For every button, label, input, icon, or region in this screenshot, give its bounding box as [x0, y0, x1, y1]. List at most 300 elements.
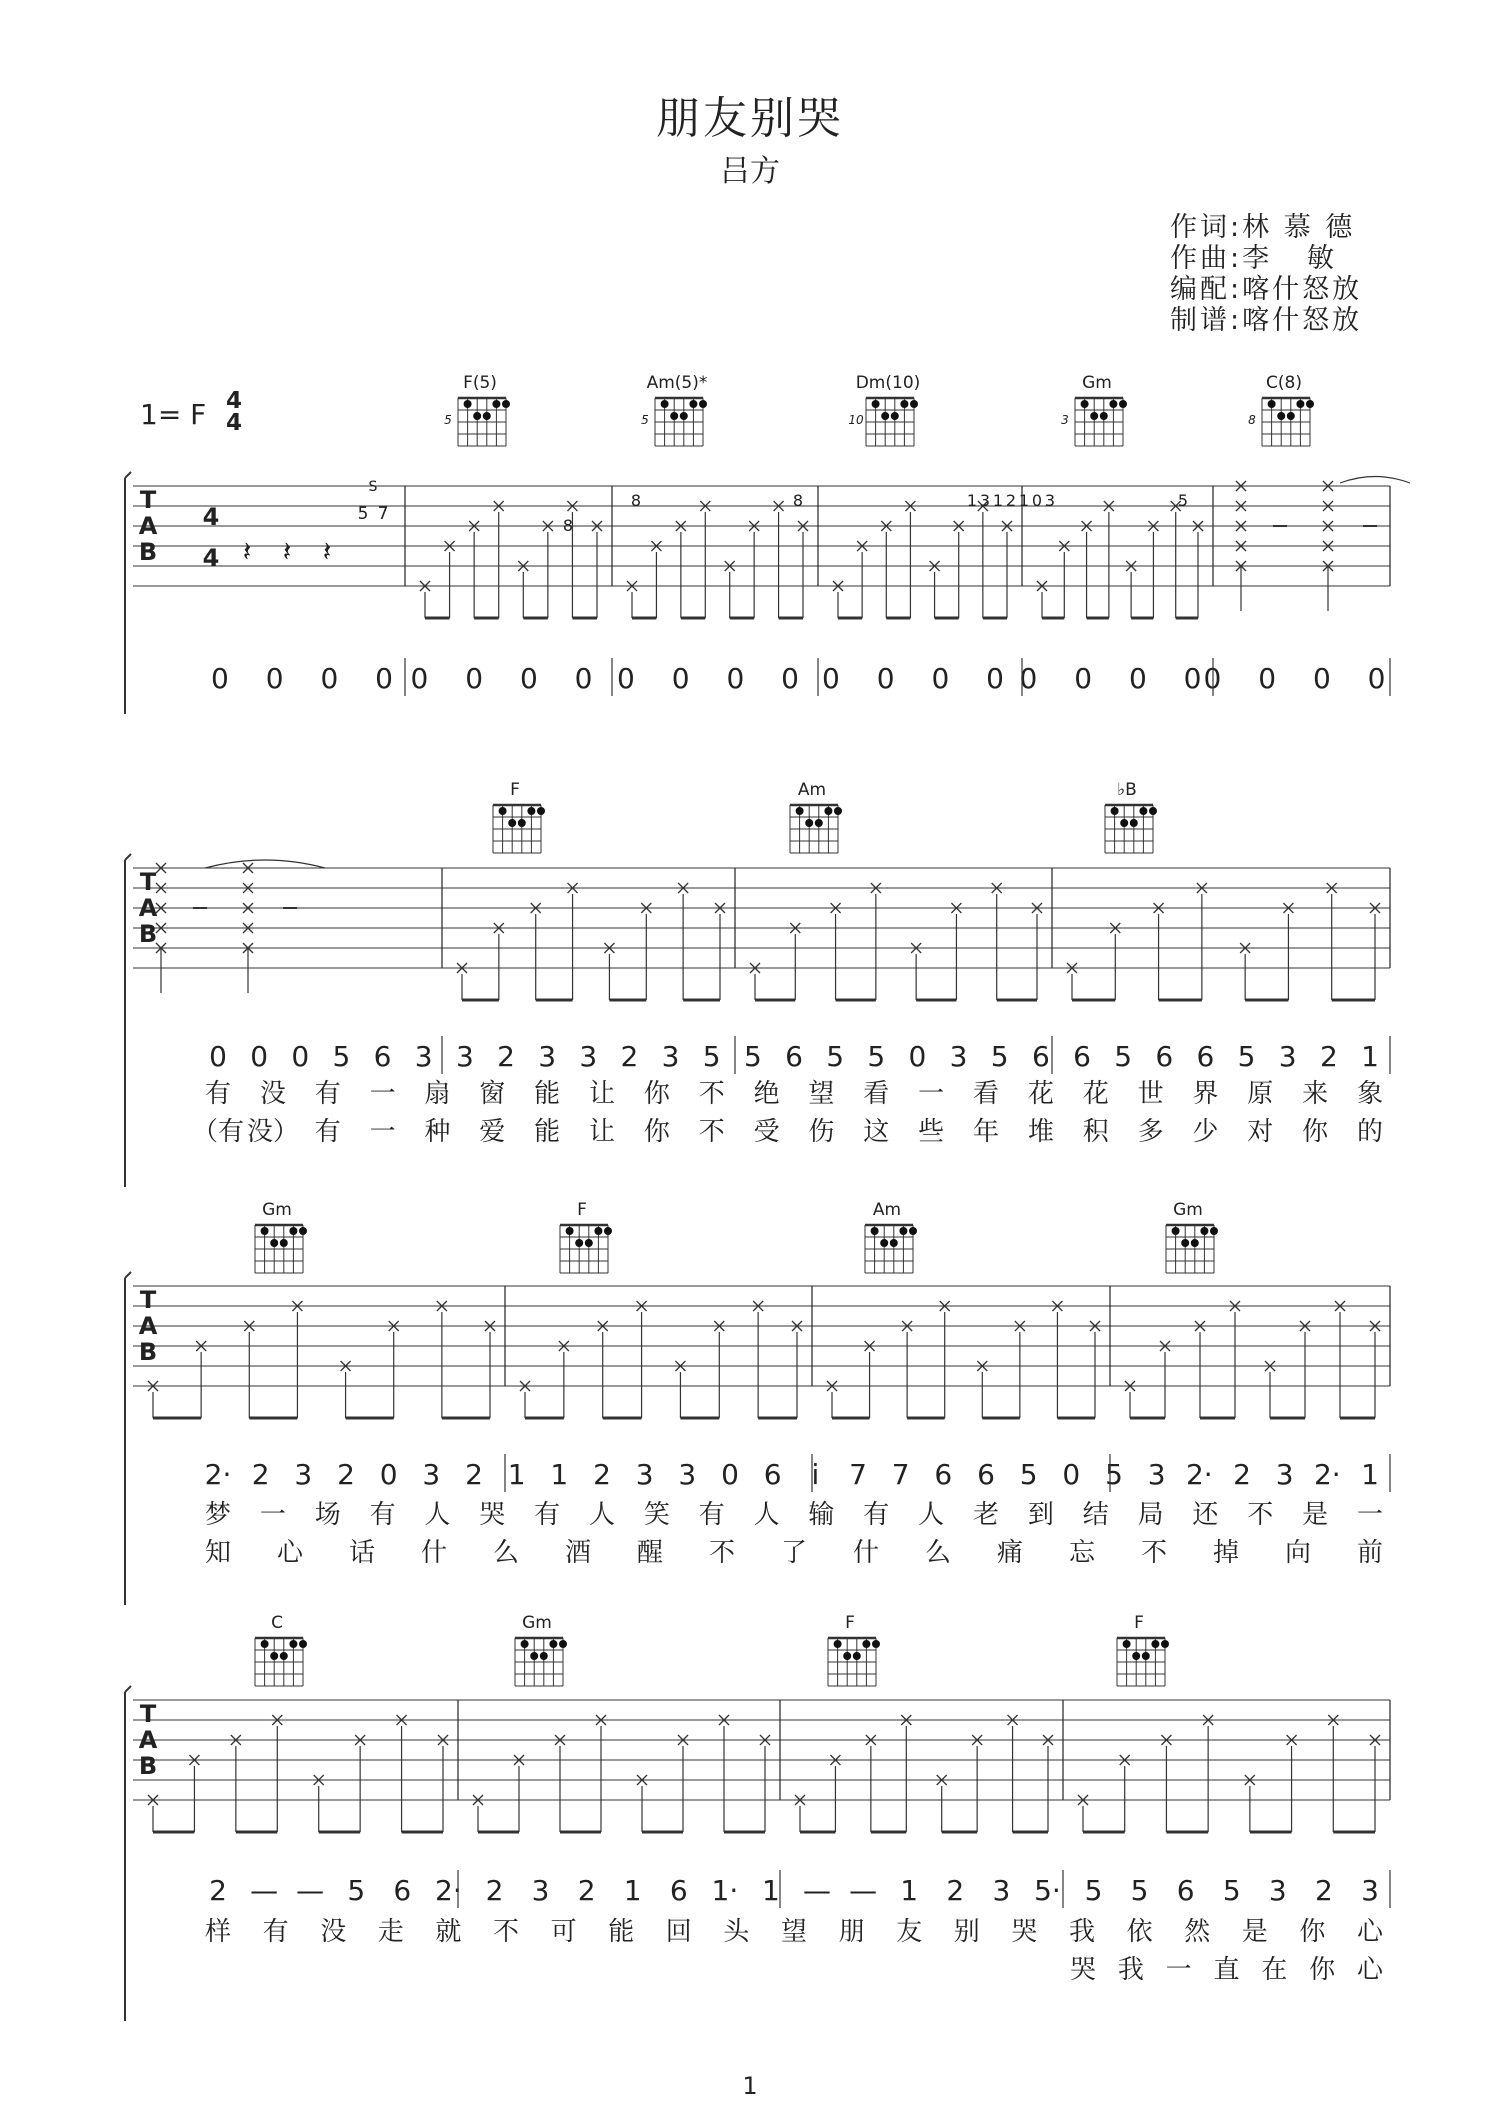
time-signature: 4 4	[226, 388, 243, 436]
chord-dot	[289, 1640, 297, 1648]
lyric-char: 原	[1247, 1079, 1274, 1109]
chord-dot	[910, 400, 918, 408]
chord-dot	[1287, 412, 1295, 420]
chord-dot	[1109, 400, 1117, 408]
chord-dot	[270, 1652, 278, 1660]
notation-note: 6	[1176, 1874, 1195, 1907]
lyric-char: 受	[753, 1117, 780, 1147]
lyric-char: 没）	[246, 1117, 299, 1147]
notation-note: 3	[579, 1040, 598, 1073]
tab-clef-letter: B	[138, 538, 158, 566]
lyric-char: 直	[1213, 1955, 1240, 1985]
chord-dot	[1142, 1652, 1150, 1660]
lyric-char: 人	[753, 1500, 780, 1530]
lyric-char: 一	[369, 1117, 396, 1147]
lyric-char: 还	[1192, 1500, 1219, 1530]
lyric-char: 哭	[1011, 1917, 1038, 1947]
lyric-char: 回	[665, 1917, 692, 1947]
credit-transcriber: 制谱:喀什怒放	[1170, 305, 1363, 336]
chord-dot	[680, 412, 688, 420]
notation-note: 6	[977, 1458, 995, 1491]
lyric-char: 对	[1247, 1117, 1274, 1147]
lyric-char: 有	[204, 1079, 232, 1109]
notation-note: 3	[1147, 1458, 1166, 1491]
tab-time-bottom: 4	[202, 544, 220, 572]
chord-dot	[549, 1640, 557, 1648]
notation-note: 5	[867, 1040, 886, 1073]
chord-fret-label: 10	[848, 413, 864, 427]
notation-note: 1	[623, 1874, 642, 1907]
chord-dot	[508, 819, 516, 827]
tab-clef-letter: A	[138, 1312, 158, 1340]
notation-note: 2	[497, 1040, 515, 1073]
chord-name: Gm	[522, 1613, 552, 1633]
chord-dot	[1172, 1227, 1180, 1235]
lyric-char: 依	[1126, 1917, 1153, 1947]
lyric-char: 别	[953, 1917, 980, 1947]
chord-dot	[280, 1652, 288, 1660]
lyric-char: 哭	[479, 1500, 506, 1530]
notation-note: 5	[1105, 1458, 1123, 1491]
tab-clef-letter: T	[139, 1700, 157, 1728]
notation-group: 0 0 0 0	[211, 662, 407, 695]
credit-arranger: 编配:喀什怒放	[1170, 274, 1363, 305]
notation-note: 5	[1130, 1874, 1149, 1907]
notation-note: 3	[294, 1458, 313, 1491]
chord-dot	[871, 1227, 879, 1235]
tab-clef-letter: A	[138, 894, 158, 922]
lyric-char: 局	[1137, 1500, 1164, 1530]
chord-dot	[566, 1227, 574, 1235]
chord-dot	[521, 1640, 529, 1648]
tab-number: 8	[630, 491, 642, 510]
chord-name: Am	[797, 780, 827, 800]
chord-dot	[299, 1227, 307, 1235]
chord-dot	[492, 400, 500, 408]
lyric-char: 看	[972, 1079, 1000, 1109]
lyric-char: 场	[314, 1500, 341, 1530]
notation-note: —	[296, 1874, 325, 1907]
chord-dot	[1191, 1239, 1199, 1247]
notation-note: 1	[550, 1458, 569, 1491]
chord-dot	[834, 807, 842, 815]
lyric-char: 你	[643, 1117, 670, 1147]
chord-dot	[518, 819, 526, 827]
chord-dot	[1081, 400, 1089, 408]
notation-note: 6	[669, 1874, 688, 1907]
lyric-char: 样	[204, 1917, 232, 1947]
tab-number: 1	[1018, 491, 1030, 510]
key-signature: 1= F	[140, 398, 207, 431]
chord-dot	[1296, 400, 1304, 408]
chord-dot	[689, 400, 697, 408]
lyric-char: 什	[852, 1538, 880, 1568]
tab-clef-letter: B	[138, 920, 158, 948]
chord-dot	[1151, 1640, 1159, 1648]
lyric-char: 窗	[479, 1079, 506, 1109]
notation-note: 5	[347, 1874, 366, 1907]
notation-note: 2	[577, 1874, 596, 1907]
quarter-rest: 𝄽	[322, 535, 332, 568]
chord-dot	[537, 807, 545, 815]
lyric-char: 一	[918, 1079, 945, 1109]
tab-number: 1	[966, 491, 978, 510]
notation-note: 1	[1361, 1040, 1379, 1073]
notation-note: 5	[1114, 1040, 1133, 1073]
notation-note: 2·	[435, 1874, 462, 1907]
tab-clef-letter: A	[138, 512, 158, 540]
lyric-char: 能	[608, 1917, 635, 1947]
lyric-char: 象	[1356, 1079, 1384, 1109]
notation-note: 6	[1073, 1040, 1091, 1073]
lyric-char: 忘	[1068, 1538, 1096, 1568]
notation-note: 3	[531, 1874, 550, 1907]
chord-dot	[299, 1640, 307, 1648]
tab-number: 2	[1005, 491, 1017, 510]
lyric-char: 有	[314, 1117, 341, 1147]
chord-dot	[280, 1239, 288, 1247]
slide-mark: S	[368, 479, 378, 495]
chord-dot	[575, 1239, 583, 1247]
chord-dot	[473, 412, 481, 420]
lyric-char: 不	[492, 1917, 520, 1947]
lyric-char: 年	[972, 1117, 1000, 1147]
notation-note: 3	[678, 1458, 697, 1491]
notation-note: 2·	[1313, 1458, 1341, 1491]
notation-note: 6	[785, 1040, 803, 1073]
notation-note: 5	[1237, 1040, 1256, 1073]
notation-note: 0	[379, 1458, 398, 1491]
notation-note: 6	[1196, 1040, 1215, 1073]
chord-dot	[853, 1652, 861, 1660]
notation-note: —	[250, 1874, 279, 1907]
lyric-char: 能	[534, 1079, 561, 1109]
lyric-char: 可	[550, 1917, 577, 1947]
notation-note: 6	[393, 1874, 412, 1907]
notation-note: 3	[949, 1040, 968, 1073]
lyric-char: 你	[1299, 1917, 1326, 1947]
notation-note: 1·	[711, 1874, 739, 1907]
tab-clef-letter: T	[139, 1286, 157, 1314]
chord-dot	[464, 400, 472, 408]
system-bracket	[125, 472, 131, 478]
lyric-char: 在	[1261, 1955, 1288, 1985]
notation-note: 3	[1278, 1040, 1297, 1073]
lyric-char: 友	[896, 1917, 923, 1947]
lyric-char: 到	[1027, 1500, 1054, 1530]
lyric-char: 积	[1082, 1117, 1109, 1147]
notation-note: 1	[900, 1874, 919, 1907]
lyric-char: 痛	[996, 1538, 1024, 1568]
notation-note: 0	[209, 1040, 227, 1073]
tab-number: 3	[1044, 491, 1056, 510]
notation-note: 0	[291, 1040, 310, 1073]
notation-note: 2	[209, 1874, 227, 1907]
notation-note: 0	[721, 1458, 739, 1491]
chord-fret-label: 5	[641, 413, 649, 427]
tab-clef-letter: T	[139, 486, 157, 514]
lyric-char: 一	[369, 1079, 396, 1109]
lyric-char: 一	[1356, 1500, 1384, 1530]
notation-note: 0	[250, 1040, 269, 1073]
notation-note: 2·	[204, 1458, 232, 1491]
notation-note: 2·	[1185, 1458, 1213, 1491]
notation-note: 6	[934, 1458, 953, 1491]
notation-note: i	[811, 1458, 820, 1491]
chord-dot	[289, 1227, 297, 1235]
chord-dot	[540, 1652, 548, 1660]
chord-dot	[796, 807, 804, 815]
lyric-char: 有	[369, 1500, 396, 1530]
chord-dot	[843, 1652, 851, 1660]
notation-group: 0 0 0 0	[1203, 662, 1400, 695]
chord-dot	[805, 819, 813, 827]
lyric-char: 知	[204, 1538, 232, 1568]
system-bracket	[125, 1686, 131, 1692]
chord-name: F	[845, 1613, 855, 1633]
notation-note: —	[803, 1874, 832, 1907]
notation-note: 3	[414, 1040, 433, 1073]
lyric-char: 伤	[808, 1117, 835, 1147]
chord-dot	[1090, 412, 1098, 420]
notation-note: 3	[455, 1040, 474, 1073]
lyric-char: 梦	[204, 1500, 232, 1530]
lyric-char: 有	[863, 1500, 890, 1530]
lyric-char: 种	[424, 1117, 451, 1147]
tab-number: 8	[792, 491, 804, 510]
chord-dot	[1200, 1227, 1208, 1235]
tab-number: 8	[562, 516, 574, 535]
lyric-char: 醒	[636, 1538, 664, 1568]
chord-dot	[261, 1227, 269, 1235]
lyric-char: 爱	[479, 1117, 506, 1147]
lyric-char: 人	[588, 1500, 616, 1530]
chord-dot	[594, 1227, 602, 1235]
lyric-char: 有	[262, 1917, 289, 1947]
notation-note: —	[849, 1874, 878, 1907]
lyric-char: 能	[534, 1117, 561, 1147]
notation-note: 6	[763, 1458, 782, 1491]
notation-note: 1	[507, 1458, 526, 1491]
chord-dot	[1161, 1640, 1169, 1648]
chord-dot	[670, 412, 678, 420]
lyric-char: 望	[808, 1079, 835, 1109]
tab-number: 0	[1031, 491, 1043, 510]
chord-name: Gm	[1082, 373, 1112, 393]
chord-name: Am	[872, 1200, 902, 1220]
tab-number: 7	[377, 504, 389, 524]
tab-clef-letter: B	[138, 1338, 158, 1366]
chord-dot	[1149, 807, 1157, 815]
lyric-char: 你	[643, 1079, 670, 1109]
lyric-char: 有	[314, 1079, 341, 1109]
lyric-char: 不	[698, 1117, 725, 1147]
notation-group: 0 0 0 0	[1019, 662, 1216, 695]
lyric-char: 我	[1117, 1955, 1144, 1985]
chord-dot	[900, 400, 908, 408]
credit-composer: 作曲:李 敏	[1170, 243, 1337, 274]
tab-clef-letter: A	[138, 1726, 158, 1754]
chord-name: Gm	[1173, 1200, 1203, 1220]
lyric-char: 了	[780, 1538, 808, 1568]
chord-dot	[1120, 819, 1128, 827]
chord-name: F	[1134, 1613, 1144, 1633]
notation-note: 1	[1361, 1458, 1379, 1491]
notation-note: 5·	[1034, 1874, 1061, 1907]
lyric-char: 堆	[1027, 1117, 1054, 1147]
lyric-char: 就	[435, 1917, 462, 1947]
lyric-char: 向	[1284, 1538, 1312, 1568]
notation-note: 3	[1268, 1874, 1287, 1907]
chord-dot	[261, 1640, 269, 1648]
lyric-char: 世	[1137, 1079, 1164, 1109]
lyric-char: 的	[1356, 1117, 1384, 1147]
lyric-char: 结	[1082, 1500, 1109, 1530]
tab-number: 5	[357, 504, 369, 524]
chord-dot	[483, 412, 491, 420]
lyric-char: 话	[348, 1538, 376, 1568]
lyric-char: 你	[1309, 1955, 1336, 1985]
lyric-char: 输	[808, 1500, 835, 1530]
notation-note: 6	[1031, 1040, 1050, 1073]
lyric-char: 界	[1192, 1079, 1219, 1109]
quarter-rest: 𝄽	[282, 535, 292, 568]
notation-note: 3	[1275, 1458, 1294, 1491]
lyric-char: 酒	[564, 1538, 592, 1568]
lyric-char: 么	[492, 1538, 520, 1568]
chord-dot	[1111, 807, 1119, 815]
lyric-char: 掉	[1212, 1538, 1240, 1568]
chord-dot	[891, 412, 899, 420]
notation-note: 3	[992, 1874, 1011, 1907]
chord-dot	[872, 1640, 880, 1648]
chord-name: Am(5)*	[646, 373, 708, 393]
lyric-char: 花	[1082, 1079, 1109, 1109]
notation-note: 2	[1319, 1040, 1338, 1073]
lyric-char: 让	[588, 1117, 616, 1147]
notation-note: 3	[538, 1040, 557, 1073]
chord-dot	[834, 1640, 842, 1648]
chord-dot	[899, 1227, 907, 1235]
notation-note: 2	[465, 1458, 483, 1491]
lyric-char: 老	[972, 1500, 1000, 1530]
tab-number: 3	[979, 491, 991, 510]
tab-number: 1	[992, 491, 1004, 510]
tab-clef-letter: T	[139, 868, 157, 896]
chord-dot	[559, 1640, 567, 1648]
chord-dot	[1123, 1640, 1131, 1648]
chord-name: C(8)	[1266, 373, 1302, 393]
lyric-char: 哭	[1069, 1955, 1097, 1985]
notation-note: 7	[849, 1458, 867, 1491]
notation-note: 5	[1222, 1874, 1241, 1907]
notation-note: 3	[422, 1458, 441, 1491]
lyric-char: 多	[1137, 1117, 1164, 1147]
system-bracket	[125, 1272, 131, 1278]
lyric-char: 少	[1192, 1117, 1219, 1147]
notation-note: 3	[661, 1040, 680, 1073]
lyric-char: 一	[259, 1500, 286, 1530]
tab-number: 5	[1177, 491, 1189, 510]
chord-name: F(5)	[463, 373, 497, 393]
notation-note: 5	[826, 1040, 845, 1073]
tab-time-top: 4	[202, 503, 220, 531]
tie-arc	[205, 860, 325, 868]
notation-note: 0	[908, 1040, 927, 1073]
notation-note: 5	[1019, 1458, 1038, 1491]
notation-note: 5	[990, 1040, 1009, 1073]
lyric-char: 没	[320, 1917, 347, 1947]
chord-dot	[890, 1239, 898, 1247]
notation-note: 7	[891, 1458, 910, 1491]
chord-dot	[527, 807, 535, 815]
lyric-char: 来	[1302, 1079, 1329, 1109]
chord-dot	[585, 1239, 593, 1247]
notation-note: 6	[1155, 1040, 1174, 1073]
chord-dot	[880, 1239, 888, 1247]
notation-note: 3	[635, 1458, 654, 1491]
chord-fret-label: 3	[1061, 413, 1069, 427]
page-number: 1	[742, 2072, 758, 2100]
chord-fret-label: 8	[1248, 413, 1256, 427]
chord-dot	[699, 400, 707, 408]
lyric-char: 不	[698, 1079, 725, 1109]
chord-dot	[824, 807, 832, 815]
notation-note: 2	[337, 1458, 355, 1491]
chord-dot	[1139, 807, 1147, 815]
lyric-char: 什	[420, 1538, 448, 1568]
tie-arc	[1340, 477, 1410, 484]
chord-dot	[1277, 412, 1285, 420]
notation-note: 2	[1233, 1458, 1251, 1491]
page-title: 朋友别哭	[656, 93, 844, 144]
chord-name: Dm(10)	[855, 373, 921, 393]
chord-dot	[1119, 400, 1127, 408]
notation-note: 2	[1315, 1874, 1333, 1907]
notation-note: 2	[485, 1874, 504, 1907]
quarter-rest: 𝄽	[242, 535, 252, 568]
chord-dot	[270, 1239, 278, 1247]
lyric-char: 人	[424, 1500, 451, 1530]
notation-note: 5	[332, 1040, 351, 1073]
chord-dot	[1132, 1652, 1140, 1660]
chord-name: F	[510, 780, 520, 800]
chord-dot	[604, 1227, 612, 1235]
lyric-char: 一	[1165, 1955, 1192, 1985]
lyric-char: 么	[924, 1538, 952, 1568]
credit-lyricist: 作词:林 慕 德	[1170, 212, 1356, 243]
notation-note: 5	[743, 1040, 762, 1073]
chord-dot	[1268, 400, 1276, 408]
lyric-char: 前	[1356, 1538, 1384, 1568]
lyric-char: 不	[1140, 1538, 1168, 1568]
lyric-char: 绝	[753, 1079, 780, 1109]
chord-dot	[1181, 1239, 1189, 1247]
lyric-char: 有	[698, 1500, 725, 1530]
notation-note: 5	[1084, 1874, 1103, 1907]
lyric-char: 看	[863, 1079, 890, 1109]
lyric-char: 心	[276, 1538, 304, 1568]
lyric-char: 心	[1356, 1917, 1384, 1947]
lyric-char: 我	[1068, 1917, 1096, 1947]
lyric-char: 不	[708, 1538, 736, 1568]
chord-name: ♭B	[1117, 780, 1137, 800]
chord-dot	[1130, 819, 1138, 827]
lyric-char: 不	[1247, 1500, 1274, 1530]
chord-fret-label: 5	[444, 413, 452, 427]
lyric-char: 走	[377, 1917, 404, 1947]
chord-dot	[499, 807, 507, 815]
